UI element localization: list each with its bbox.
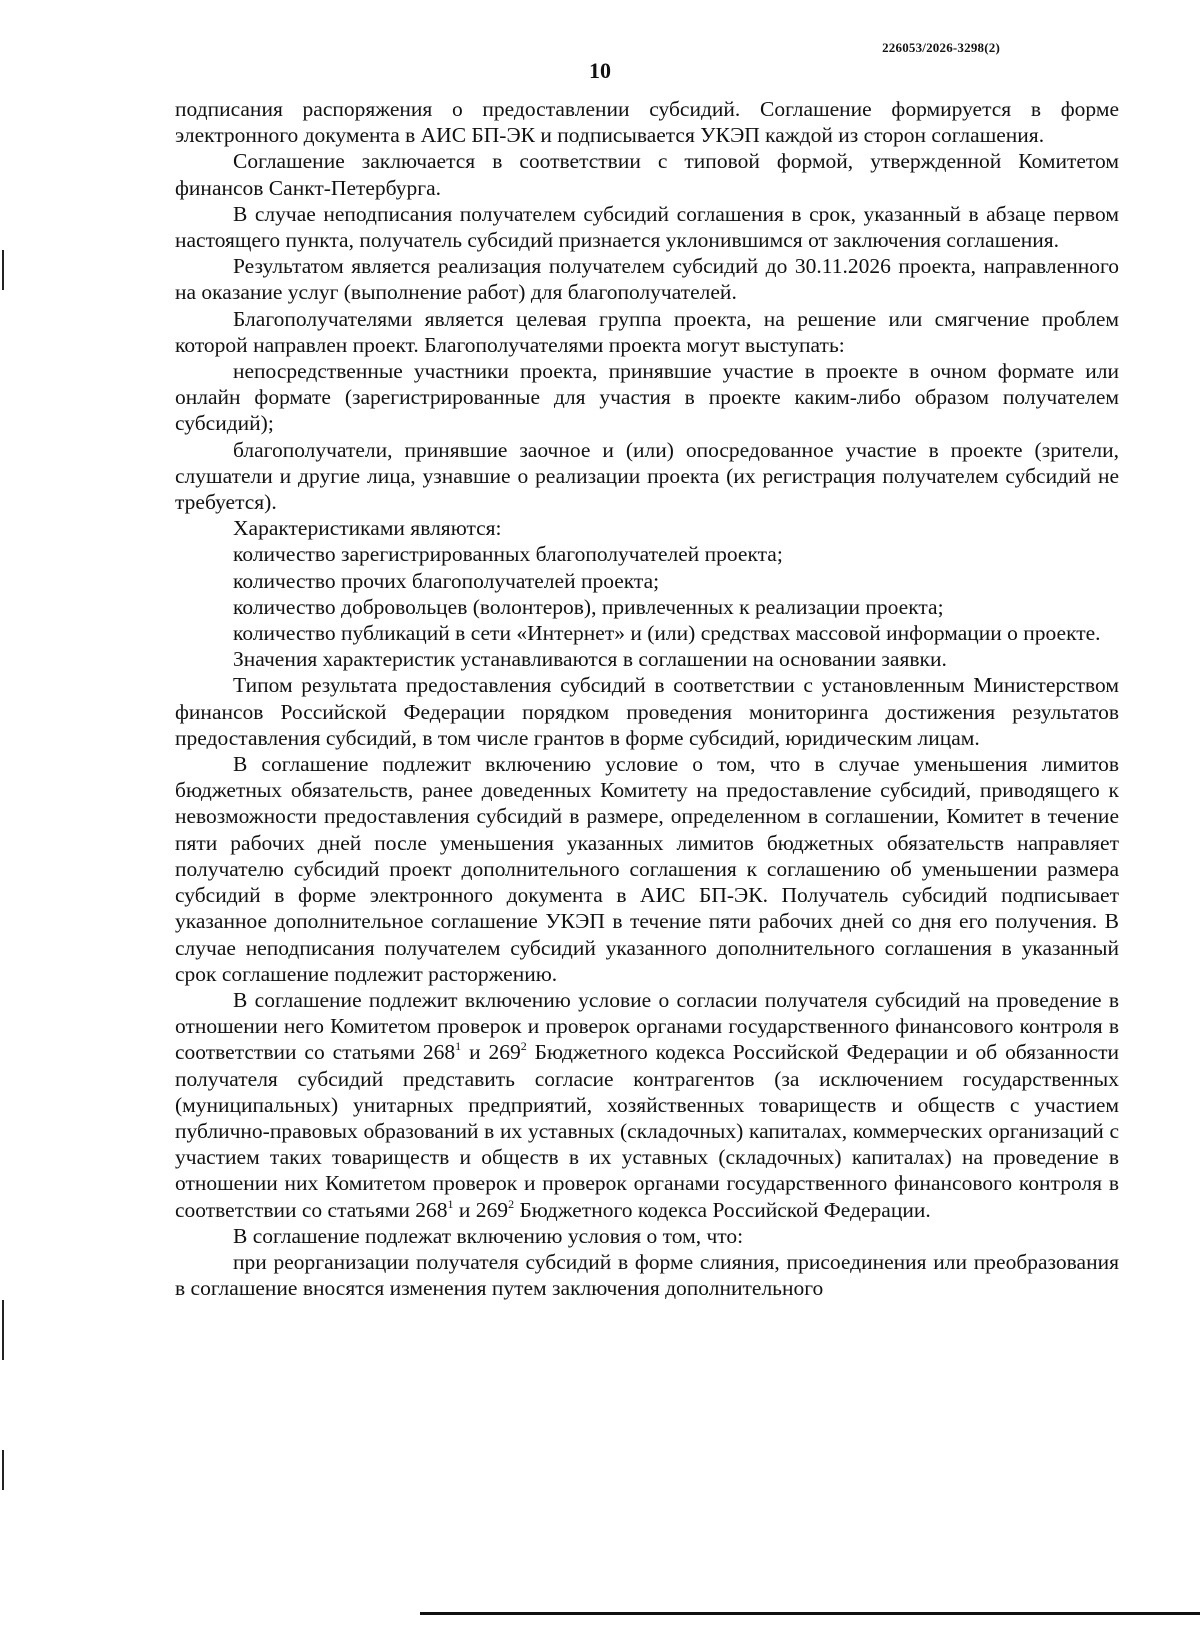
paragraph: подписания распоряжения о предоставлении субсидий. Соглашение формируется в форме электронного документа в АИС БП-ЭК и подписывается УКЭП каждой из сторон соглашения.	[175, 97, 1119, 148]
page-number: 10	[589, 58, 611, 83]
paragraph: непосредственные участники проекта, принявшие участие в проекте в очном формате или онлайн формате (зарегистрированные для участия в проекте каким-либо образом получателем субсидий);	[175, 359, 1119, 436]
text-run: Бюджетного кодекса Российской Федерации.	[514, 1197, 931, 1222]
paragraph: количество публикаций в сети «Интернет» и (или) средствах массовой информации о проекте.	[233, 621, 1101, 646]
document-id: 226053/2026-3298(2)	[882, 40, 1000, 55]
superscript: 1	[447, 1196, 454, 1211]
paragraph: В соглашение подлежат включению условия о том, что:	[233, 1223, 744, 1248]
paragraph: количество добровольцев (волонтеров), привлеченных к реализации проекта;	[233, 594, 944, 619]
document-body	[175, 96, 1119, 1301]
text-run: В соглашение подлежит включению условие о согласии получателя субсидий на проведение в отношении него Комитетом проверок и проверок органами государственного финансового контроля в соответствии со статьями 268	[175, 987, 1119, 1065]
paragraph: Соглашение заключается в соответствии с типовой формой, утвержденной Комитетом финансов Санкт-Петербурга.	[175, 149, 1119, 200]
text-run: и 269	[453, 1197, 509, 1222]
paragraph: В соглашение подлежит включению условие о том, что в случае уменьшения лимитов бюджетных обязательств, ранее доведенных Комитету на предоставление субсидий, приводящего к невозможности предоставления субсидий в размере, определенном в соглашении, Комитет в течение пяти рабочих дней после уменьшения указанных лимитов бюджетных обязательств направляет получателю субсидий проект дополнительного соглашения к соглашению об уменьшении размера субсидий в форме электронного документа в АИС БП-ЭК. Получатель субсидий подписывает указанное дополнительное соглашение УКЭП в течение пяти рабочих дней со дня его получения. В случае неподписания получателем субсидий указанного дополнительного соглашения в указанный срок соглашение подлежит расторжению.	[175, 752, 1119, 986]
paragraph: Значения характеристик устанавливаются в соглашении на основании заявки.	[233, 647, 947, 672]
superscript: 1	[455, 1039, 462, 1054]
superscript: 2	[520, 1039, 527, 1054]
paragraph: Благополучателями является целевая группа проекта, на решение или смягчение проблем которой направлен проект. Благополучателями проекта могут выступать:	[175, 306, 1119, 357]
superscript: 2	[508, 1196, 515, 1211]
scan-edge-mark	[2, 250, 4, 290]
text-run: Бюджетного кодекса Российской Федерации и об обязанности получателя субсидий представить согласие контрагентов (за исключением государственных (муниципальных) унитарных предприятий, хозяйственных товариществ и обществ с участием публично-правовых образований в их уставных (складочных) капиталах, коммерческих организаций с участием таких товариществ и обществ в их уставных (складочных) капиталах) на проведение в отношении них Комитетом проверок и проверок органами государственного финансового контроля в соответствии со статьями 268	[175, 1040, 1119, 1222]
paragraph: при реорганизации получателя субсидий в форме слияния, присоединения или преобразования в соглашение вносятся изменения путем заключения дополнительного	[175, 1249, 1119, 1301]
paragraph: Результатом является реализация получателем субсидий до 30.11.2026 проекта, направленного на оказание услуг (выполнение работ) для благополучателей.	[175, 254, 1119, 305]
scan-edge-mark	[2, 1450, 4, 1490]
scan-bottom-edge	[420, 1612, 1200, 1615]
paragraph: Характеристиками являются:	[233, 516, 502, 541]
text-run: и 269	[461, 1040, 521, 1065]
scan-edge-mark	[2, 1300, 4, 1360]
paragraph: благополучатели, принявшие заочное и (или) опосредованное участие в проекте (зрители, слушатели и другие лица, узнавшие о реализации проекта (их регистрация получателем субсидий не требуется).	[175, 437, 1119, 515]
paragraph-control-consent	[175, 987, 1119, 1223]
paragraph: количество зарегистрированных благополучателей проекта;	[233, 542, 783, 567]
paragraph: Типом результата предоставления субсидий в соответствии с установленным Министерством финансов Российской Федерации порядком проведения мониторинга достижения результатов предоставления субсидий, в том числе грантов в форме субсидий, юридическим лицам.	[175, 673, 1119, 750]
paragraph: количество прочих благополучателей проекта;	[233, 568, 660, 593]
paragraph: В случае неподписания получателем субсидий соглашения в срок, указанный в абзаце первом настоящего пункта, получатель субсидий признается уклонившимся от заключения соглашения.	[175, 201, 1119, 253]
